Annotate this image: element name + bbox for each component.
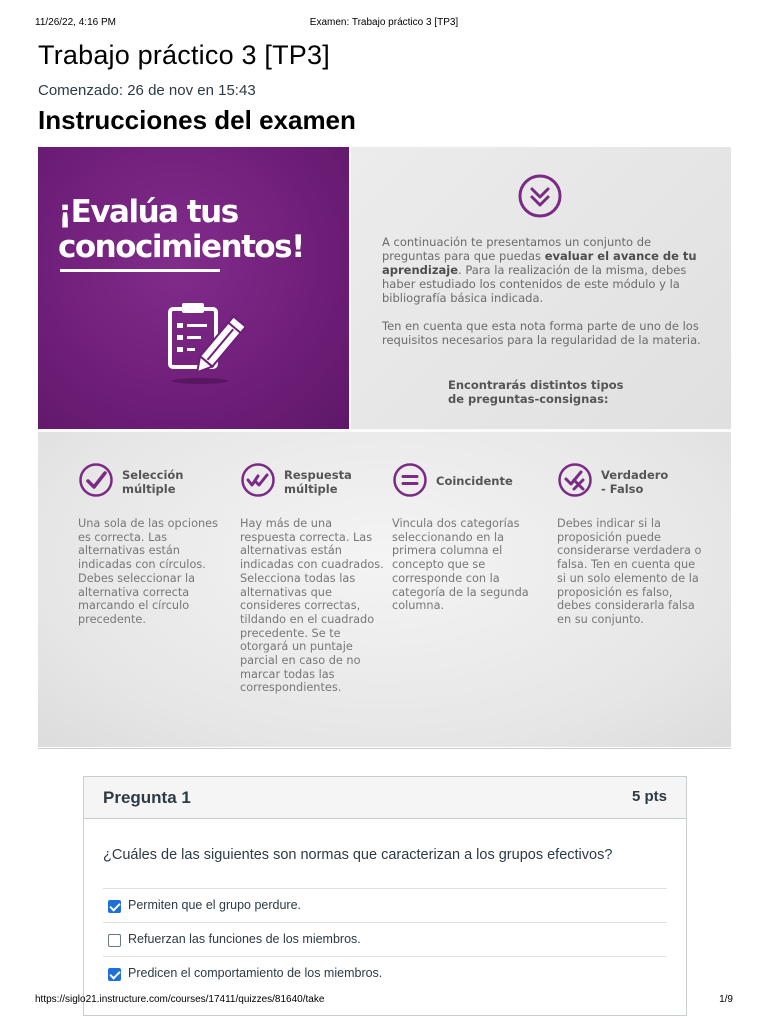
print-header <box>0 17 768 31</box>
instructions-heading: Instrucciones del examen <box>38 105 356 135</box>
answer-label[interactable]: Permiten que el grupo perdure. <box>128 898 302 912</box>
type-verdadero-falso <box>557 462 707 627</box>
check-cross-circle-icon <box>557 462 593 498</box>
answer-checkbox[interactable] <box>108 968 121 981</box>
clipboard-pencil-icon <box>162 299 246 385</box>
answer-checkbox[interactable] <box>108 900 121 913</box>
print-url: https://siglo21.instructure.com/courses/17411/quizzes/81640/take <box>35 994 325 1005</box>
banner-intro-text <box>382 235 702 361</box>
double-chevron-down-icon <box>517 173 563 219</box>
answer-label[interactable]: Refuerzan las funciones de los miembros. <box>128 932 361 946</box>
intro-paragraph-2: Ten en cuenta que esta nota forma parte de uno de los requisitos necesarios para la regularidad de la materia. <box>382 319 701 347</box>
type-description: Una sola de las opciones es correcta. Las alternativas están indicadas con círculos. Debes seleccionar la alternativa correcta marcando el círculo precedente. <box>78 517 218 626</box>
type-name <box>122 468 184 496</box>
type-description: Hay más de una respuesta correcta. Las alternativas están indicadas con cuadrados. Selecciona todas las alternativas que consideres correctas, tildando en el cuadrado precedente. Se te otorgará un puntaje parcial en caso de no marcar todas las correspondientes. <box>240 517 384 695</box>
answer-checkbox[interactable] <box>108 934 121 947</box>
instructions-banner <box>38 147 731 747</box>
banner-intro-panel <box>351 147 731 429</box>
question-card <box>83 776 687 1016</box>
question-types-panel <box>38 432 731 747</box>
type-respuesta-multiple <box>240 462 390 695</box>
type-name-line2: - Falso <box>601 482 644 496</box>
question-text: ¿Cuáles de las siguientes son normas que caracterizan a los grupos efectivos? <box>103 847 613 863</box>
print-page-title: Examen: Trabajo práctico 3 [TP3] <box>309 17 459 28</box>
type-name-line1: Selección <box>122 468 184 482</box>
type-coincidente <box>392 462 542 613</box>
type-name <box>601 468 668 496</box>
answer-option[interactable] <box>103 956 667 990</box>
type-description: Debes indicar si la proposición puede considerarse verdadera o falsa. Ten en cuenta que si un solo elemento de la proposición es falso, debes considerarla falsa en su conjunto. <box>557 517 702 626</box>
quiz-started-time: Comenzado: 26 de nov en 15:43 <box>38 82 256 99</box>
types-heading <box>448 378 668 406</box>
double-check-circle-icon <box>240 462 276 498</box>
check-circle-icon <box>78 462 114 498</box>
answer-label[interactable]: Predicen el comportamiento de los miembros. <box>128 966 383 980</box>
print-footer <box>0 994 768 1008</box>
intro-p1-part-a: A continuación te presentamos un conjunto de preguntas para que puedas <box>382 235 652 263</box>
type-name-line1: Respuesta <box>284 468 352 482</box>
type-name <box>436 474 513 488</box>
equals-circle-icon <box>392 462 428 498</box>
banner-headline-line2: conocimientos! <box>58 229 304 265</box>
print-datetime: 11/26/22, 4:16 PM <box>35 17 116 28</box>
question-points: 5 pts <box>631 788 667 805</box>
banner-headline-line1: ¡Evalúa tus <box>58 194 238 230</box>
answer-option[interactable] <box>103 888 667 922</box>
question-name: Pregunta 1 <box>103 788 191 807</box>
type-name-line2: múltiple <box>122 482 176 496</box>
print-page-number: 1/9 <box>719 994 733 1005</box>
intro-p1-bold: evaluar el avance de tu aprendizaje <box>382 249 697 277</box>
quiz-title: Trabajo práctico 3 [TP3] <box>38 40 330 70</box>
type-seleccion-multiple <box>78 462 228 627</box>
question-header <box>84 777 686 819</box>
intro-p1-part-b: . Para la realización de la misma, debes haber estudiado los contenidos de este módulo y la bibliografía básica indicada. <box>382 263 687 305</box>
headline-underline <box>60 269 220 272</box>
type-name-line1: Verdadero <box>601 468 669 482</box>
types-heading-line2: de preguntas-consignas: <box>448 392 609 406</box>
type-name-line2: múltiple <box>284 482 338 496</box>
section-divider <box>38 748 731 749</box>
answer-option[interactable] <box>103 922 667 956</box>
intro-paragraph-1 <box>382 235 702 305</box>
type-name-line1: Coincidente <box>436 474 513 488</box>
banner-headline <box>58 195 304 265</box>
types-heading-line1: Encontrarás distintos tipos <box>448 378 624 392</box>
type-name <box>284 468 352 496</box>
answer-list <box>103 888 667 990</box>
type-description: Vincula dos categorías seleccionando en la primera columna el concepto que se corresponde con la categoría de la segunda columna. <box>392 517 529 613</box>
banner-purple-panel <box>38 147 349 429</box>
